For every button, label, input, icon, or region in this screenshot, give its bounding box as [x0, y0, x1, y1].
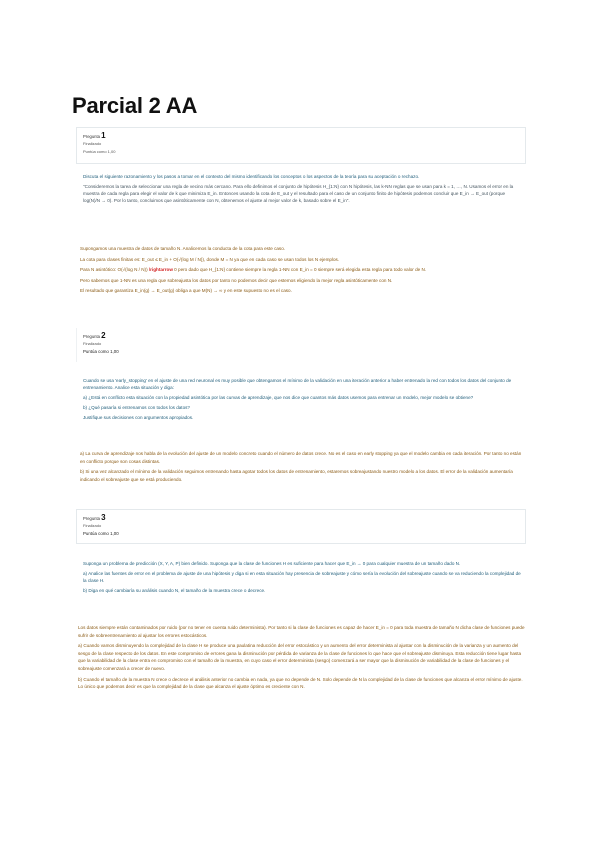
question-status: Finalizado	[83, 341, 102, 346]
question-paragraph: a) ¿Está en conflicto esta situación con la propiedad asintótica por las curvas de aprendizaje, que nos dice que cuantos más datos usemos para entrenar un modelo, mejor modelo se obtiene?	[83, 395, 474, 401]
question-paragraph: "Consideremos la tarea de seleccionar una regla de vecino más cercano. Para ello definimos el conjunto de hipótesis H_{1:N} con N hipótesis, las k-NN reglas que se usan para k = 1, …, N. Usamos el error en la muestra de cada regla para elegir el valor de k que minimiza E_in. Entonces usando la cota de E_out y el resultado para el caso de un conjunto finito de hipótesis podemos concluir que E_in → E_out (porque log(N)/N → 0). Por lo tanto, concluimos que asintóticamente con N, obtenemos el ajuste al mejor valor de k, basado sobre el E_in".	[83, 183, 514, 204]
answer-paragraph: a) Cuando vamos disminuyendo la complejidad de la clase H se produce una paulatina reducción del error estocástico y un aumento del error determinista al ajustar con la disminución de la varianza y un aumento del sesgo de la clase respecto de los datos. En este compromiso de errores gana la disminución por pérdida de varianza de la clase de funciones lo que hace que el sobreajuste disminuya. Esta reducción tiene lugar hasta que la variabilidad de la clase entra en compromiso con el tamaño de la muestra, en cuyo caso el error determinista (sesgo) comenzará a ser mayor que la disminución de variabilidad de la clase de funciones y el sobreajuste comenzará a crecer de nuevo.	[78, 643, 522, 671]
question-score: Puntúa como 1,00	[83, 349, 119, 354]
question-text-3	[83, 560, 523, 597]
question-paragraph: Justifique sus decisiones con argumentos apropiados.	[83, 414, 194, 420]
question-number-3	[83, 514, 519, 522]
answer-text-2	[80, 450, 525, 486]
question-text-2	[83, 377, 523, 423]
page-title: Parcial 2 AA	[72, 93, 198, 118]
answer-paragraph: Para N asintótico: O(√(log N / N)) \rightarrow 0 pero dado que H_{1:N} contiene siempre la regla 1-NN con E_in = 0 siempre será elegida esta regla para todo valor de N.	[80, 267, 427, 273]
question-label: Pregunta	[83, 134, 100, 139]
question-paragraph: Discuta el siguiente razonamiento y los pasos a tomar en el contexto del mismo identificando los conceptos o los aspectos de la teoría para su aceptación o rechazo.	[83, 174, 420, 179]
answer-paragraph: Los datos siempre están contaminados por ruido (por no tener en cuenta ruido determinista). Por tanto si la clase de funciones es capaz de hacer E_in = 0 para toda muestra de tamaño N dicha clase de funciones puede sufrir de sobreentrenamiento al ajustar los errores estocásticos.	[78, 625, 525, 638]
latex-error-fragment: \rightarrow	[148, 267, 173, 273]
answer-paragraph: Pero sabemos que 1-NN es una regla que sobreajusta los datos por tanto no podemos decir que estemos eligiendo la mejor regla asintóticamente con N.	[80, 277, 393, 283]
question-paragraph: b) Diga en qué cambiaría su análisis cuando N, el tamaño de la muestra crece o decrece.	[83, 587, 266, 593]
question-number: 3	[101, 513, 106, 522]
question-paragraph: Cuando se usa 'early_stopping' en el ajuste de una red neuronal es muy posible que obtengamos el mínimo de la validación en una iteración anterior a haber entrenado la red con todos los datos del conjunto de entrenamiento. Analice esta situación y diga:	[83, 378, 512, 391]
question-info-box-1	[76, 127, 526, 164]
answer-paragraph: Supongamos una muestra de datos de tamaño N. Analicemos la conducta de la cota para este caso.	[80, 246, 286, 251]
question-status: Finalizado	[83, 141, 102, 146]
question-paragraph: Suponga un problema de predicción (X, Y, A, P) bien definido. Suponga que la clase de funciones H es suficiente para hacer que E_in → 0 para cualquier muestra de un tamaño dado N.	[83, 561, 461, 566]
question-paragraph: b) ¿Qué pasaría si entrenamos con todos los datos?	[83, 404, 190, 410]
question-text-1	[83, 173, 523, 207]
question-info-box-2	[76, 328, 526, 362]
question-number: 2	[101, 331, 106, 340]
question-score: Puntúa como 1,00	[83, 531, 119, 536]
question-number-1	[83, 132, 519, 140]
answer-paragraph: a) La curva de aprendizaje nos habla de la evolución del ajuste de un modelo concreto cuando el número de datos crece. No es el caso en early stopping ya que el modelo cambia en cada iteración. Por tanto no están en conflicto porque son cosas distintas.	[80, 451, 522, 464]
answer-text-3	[78, 624, 528, 694]
answer-paragraph: El resultado que garantiza E_in(g) → E_out(g) obliga a que M(N) → ∞ y en este supuesto no es el caso.	[80, 288, 292, 294]
answer-paragraph: La cota para clases finitas es: E_out ≤ E_in + O(√(log M / N)), donde M = N ya que en cada caso se usan todos los N ejemplos.	[80, 256, 340, 262]
question-info-box-3	[76, 509, 526, 544]
question-label: Pregunta	[83, 516, 100, 521]
answer-paragraph: b) Cuando el tamaño de la muestra N crece o decrece el análisis anterior no cambia en nada, ya que no depende de N. Solo depende de N la complejidad de la clase de funciones que alcanza el error mínimo de ajuste. Lo único que podemos decir es que la complejidad de la clase que alcanza el ajuste óptimo es creciente con N.	[78, 676, 523, 690]
question-number-2	[83, 332, 520, 340]
question-status: Finalizado	[83, 523, 102, 528]
question-paragraph: a) Analice las fuentes de error en el problema de ajuste de una hipótesis y diga si en esta situación hay presencia de sobreajuste y cómo sería la evolución del sobreajuste cuando se va reduciendo la complejidad de la clase H.	[83, 570, 521, 584]
answer-text-1	[80, 245, 525, 298]
question-number: 1	[101, 131, 106, 140]
answer-paragraph: b) Si una vez alcanzado el mínimo de la validación seguimos entrenando hasta agotar todos los datos de entrenamiento, estaremos sobreajustando nuestro modelo a los datos. El error de la validación aumentaría indicando el sobreajuste que se está produciendo.	[80, 469, 513, 482]
question-label: Pregunta	[83, 334, 100, 339]
question-score: Puntúa como 1,00	[83, 149, 116, 154]
